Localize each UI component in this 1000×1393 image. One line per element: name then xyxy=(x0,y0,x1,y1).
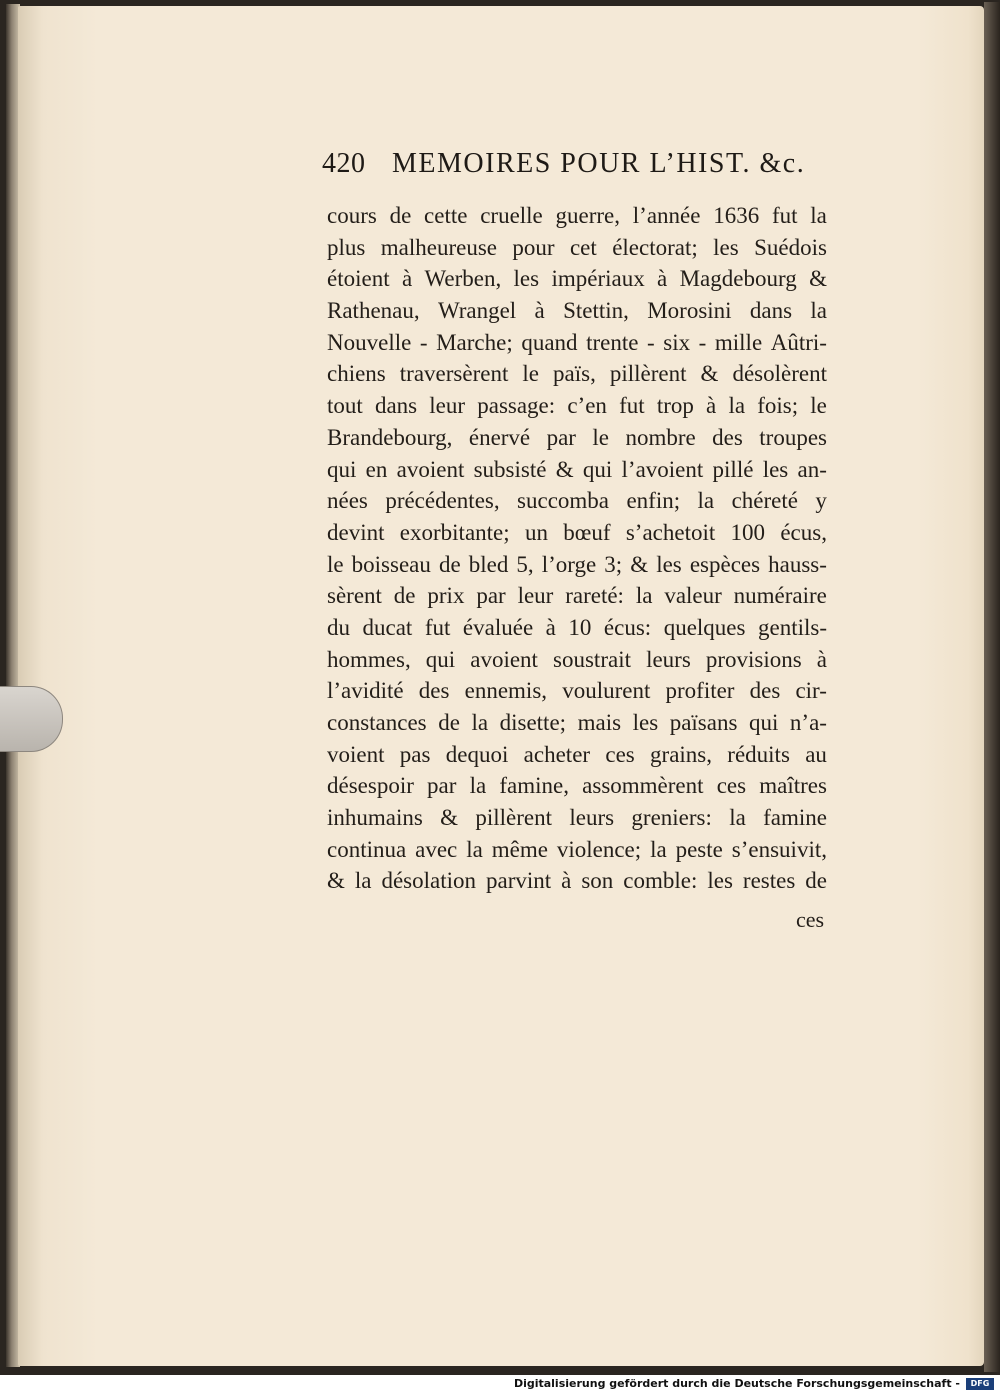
text-line: devint exorbitante; un bœuf s’achetoit 100 écus, xyxy=(327,519,827,545)
text-line: sèrent de prix par leur rareté: la valeur numéraire xyxy=(327,583,827,609)
text-line: inhumains & pillèrent leurs greniers: la famine xyxy=(327,805,827,831)
text-line: étoient à Werben, les impériaux à Magdebourg & xyxy=(327,266,827,292)
body-text xyxy=(327,200,827,897)
text-line: constances de la disette; mais les païsans qui n’a- xyxy=(327,710,827,735)
running-title: MEMOIRES POUR L’HIST. &c. xyxy=(392,148,806,179)
text-line: cours de cette cruelle guerre, l’année 1636 fut la xyxy=(327,203,827,228)
page-number: 420 xyxy=(322,148,366,179)
text-line: & la désolation parvint à son comble: les restes de xyxy=(327,868,827,894)
text-line: nées précédentes, succomba enfin; la chéreté y xyxy=(327,488,827,514)
text-line: l’avidité des ennemis, voulurent profiter des cir- xyxy=(327,678,827,704)
binding-edge xyxy=(984,2,1000,1372)
text-line: Rathenau, Wrangel à Stettin, Morosini dans la xyxy=(327,298,827,324)
text-line: Brandebourg, énervé par le nombre des troupes xyxy=(327,424,827,450)
text-line: chiens traversèrent le païs, pillèrent & désolèrent xyxy=(327,361,827,387)
text-line: voient pas dequoi acheter ces grains, réduits au xyxy=(327,741,827,767)
text-line: qui en avoient subsisté & qui l’avoient pillé les an- xyxy=(327,456,827,482)
footer-credit: Digitalisierung gefördert durch die Deutsche Forschungsgemeinschaft - xyxy=(513,1377,960,1390)
page-header xyxy=(322,148,832,188)
text-line: du ducat fut évaluée à 10 écus: quelques gentils- xyxy=(327,614,827,640)
text-line: Nouvelle - Marche; quand trente - six - mille Aûtri- xyxy=(327,329,827,355)
catchword: ces xyxy=(796,907,825,932)
dfg-logo-icon: DFG xyxy=(966,1378,994,1390)
text-line: plus malheureuse pour cet électorat; les Suédois xyxy=(327,234,827,260)
text-line: hommes, qui avoient soustrait leurs provisions à xyxy=(327,646,827,672)
text-line: tout dans leur passage: c’en fut trop à la fois; le xyxy=(327,393,827,419)
page-clip xyxy=(0,686,63,752)
text-line: le boisseau de bled 5, l’orge 3; & les espèces hauss- xyxy=(327,551,827,577)
text-line: continua avec la même violence; la peste s’ensuivit, xyxy=(327,836,827,862)
text-line: désespoir par la famine, assommèrent ces maîtres xyxy=(327,773,827,799)
